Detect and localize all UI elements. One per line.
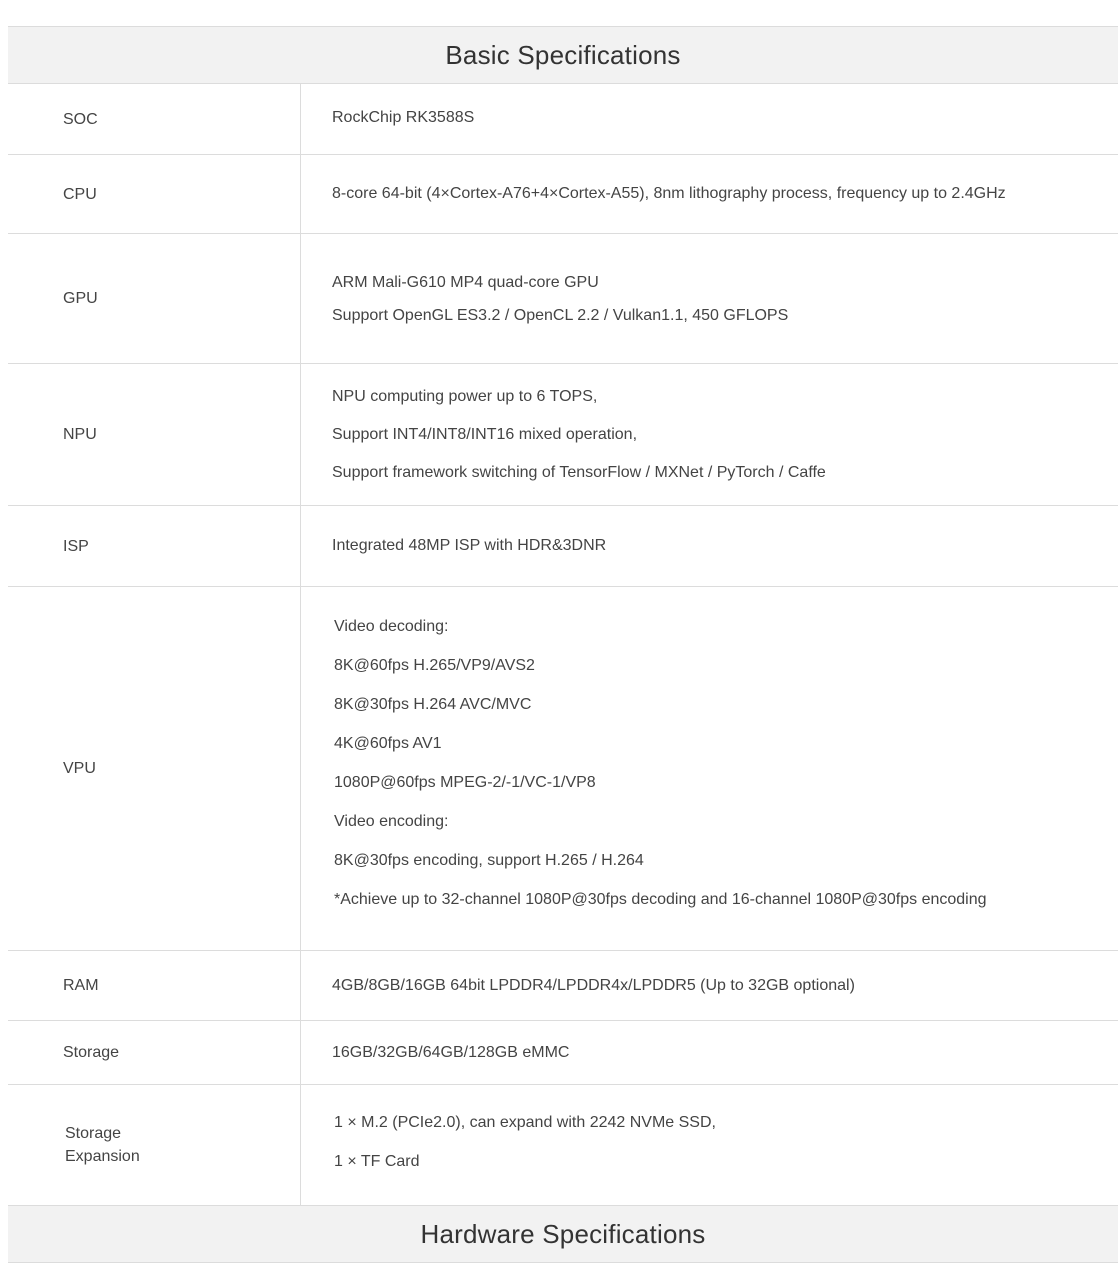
spec-value-line: Support OpenGL ES3.2 / OpenCL 2.2 / Vulkan1.1, 450 GFLOPS [332,306,789,324]
spec-value-line: 8K@60fps H.265/VP9/AVS2 [334,656,535,674]
spec-row-vpu [8,587,1118,951]
spec-value [301,951,1118,1020]
spec-value-line: 8K@30fps encoding, support H.265 / H.264 [334,851,644,869]
spec-value-line: Support INT4/INT8/INT16 mixed operation, [332,425,638,443]
spec-value-line: *Achieve up to 32-channel 1080P@30fps decoding and 16-channel 1080P@30fps encoding [334,890,987,908]
spec-label: NPU [8,364,301,505]
spec-label-line: Expansion [65,1148,140,1165]
spec-value-line: NPU computing power up to 6 TOPS, [332,387,598,405]
spec-value-line: 8K@30fps H.264 AVC/MVC [334,695,532,713]
spec-label: SOC [8,84,301,154]
spec-value [301,234,1118,363]
basic-spec-table [8,84,1118,1206]
spec-value [301,1021,1118,1084]
spec-row-storage [8,1021,1118,1085]
spec-value [301,1079,1118,1205]
spec-value-line: Video encoding: [334,812,449,830]
spec-value-line: 4GB/8GB/16GB 64bit LPDDR4/LPDDR4x/LPDDR5 (Up to 32GB optional) [332,976,855,994]
spec-value-line: Video decoding: [334,617,449,635]
spec-value [301,364,1118,505]
spec-value-line: Support framework switching of TensorFlow / MXNet / PyTorch / Caffe [332,463,826,481]
spec-row-cpu [8,155,1118,234]
spec-value-line: 8-core 64-bit (4×Cortex-A76+4×Cortex-A55), 8nm lithography process, frequency up to 2.4GHz [332,185,1006,202]
spec-label [8,1085,301,1205]
spec-label: CPU [8,155,301,233]
spec-row-gpu [8,234,1118,364]
spec-label-line: Storage [65,1125,122,1142]
spec-value-line: Integrated 48MP ISP with HDR&3DNR [332,537,607,554]
spec-label: Storage [8,1021,301,1084]
spec-row-storage-expansion [8,1085,1118,1206]
spec-row-ram [8,951,1118,1021]
spec-label: ISP [8,506,301,586]
spec-value-line: ARM Mali-G610 MP4 quad-core GPU [332,273,599,291]
spec-value [301,506,1118,586]
section-header-hardware: Hardware Specifications [8,1206,1118,1263]
spec-value-line: 1080P@60fps MPEG-2/-1/VC-1/VP8 [334,773,596,791]
spec-value [301,82,1118,154]
spec-value-line: 16GB/32GB/64GB/128GB eMMC [332,1043,570,1061]
spec-row-npu [8,364,1118,506]
spec-value-line: 1 × TF Card [334,1153,420,1170]
spec-value-line: 4K@60fps AV1 [334,734,442,752]
spec-label: GPU [8,234,301,363]
section-header-basic: Basic Specifications [8,26,1118,84]
spec-page [8,26,1118,1263]
spec-value [301,155,1118,233]
spec-label: VPU [8,587,301,950]
spec-label: RAM [8,951,301,1020]
spec-value [301,575,1118,950]
spec-row-soc [8,84,1118,155]
spec-value-line: 1 × M.2 (PCIe2.0), can expand with 2242 NVMe SSD, [334,1114,716,1131]
spec-value-line: RockChip RK3588S [332,109,475,126]
